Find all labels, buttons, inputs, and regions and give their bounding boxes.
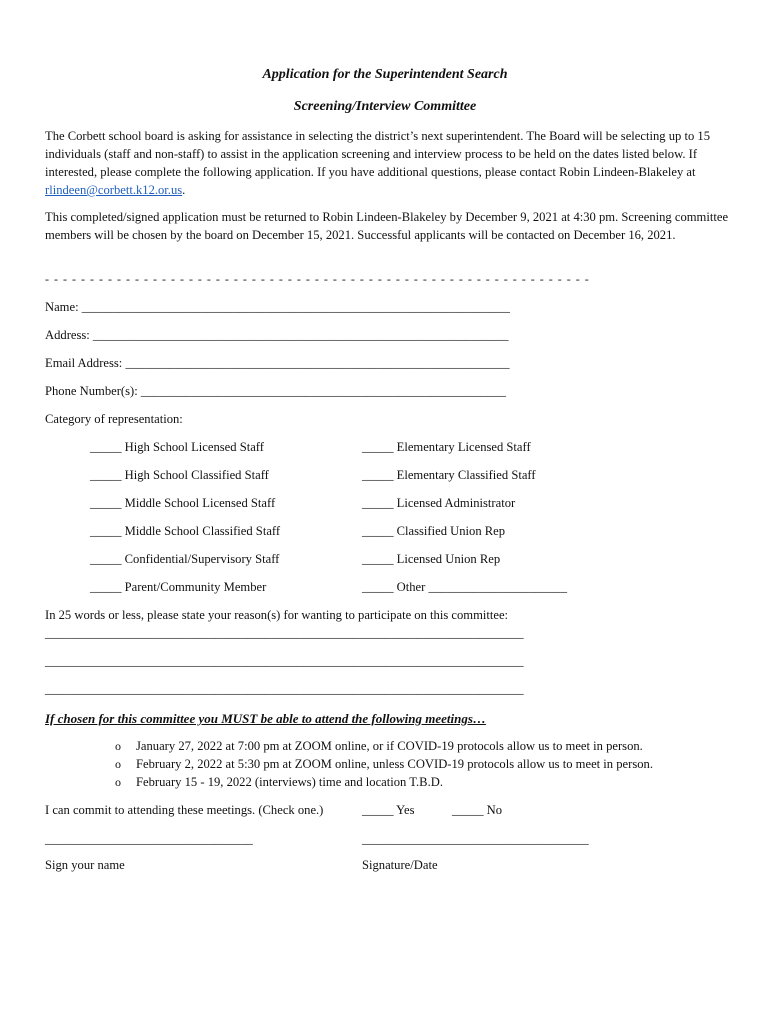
signature-line[interactable]: _________________________________ — [45, 832, 253, 846]
contact-email-link[interactable]: rlindeen@corbett.k12.or.us — [45, 183, 183, 197]
category-option-right[interactable]: _____ Licensed Union Rep — [362, 552, 501, 566]
bullet-icon: o — [115, 757, 121, 771]
reason-line[interactable]: ____________________________________________________________________________ — [45, 654, 524, 668]
category-option-right[interactable]: _____ Elementary Classified Staff — [362, 468, 536, 482]
category-option-left[interactable]: _____ High School Classified Staff — [90, 468, 269, 482]
intro-end: . — [182, 183, 186, 197]
phone-field[interactable]: Phone Number(s): __________________________________________________________ — [45, 384, 507, 398]
bullet-icon: o — [115, 739, 121, 753]
bullet-icon: o — [115, 775, 121, 789]
document-title: Application for the Superintendent Search — [262, 67, 508, 82]
email-field[interactable]: Email Address: _____________________________________________________________ — [45, 356, 510, 370]
meeting-item: February 2, 2022 at 5:30 pm at ZOOM online, unless COVID-19 protocols allow us to meet in person. — [136, 757, 653, 771]
intro-paragraph — [45, 127, 735, 199]
separator-line: - - - - - - - - - - - - - - - - - - - - - - - - - - - - - - - - - - - - - - - - - - - - - - - - - - - - - - - - - - - - - — [45, 272, 590, 286]
category-option-left[interactable]: _____ Confidential/Supervisory Staff — [90, 552, 280, 566]
category-label: Category of representation: — [45, 412, 183, 426]
meeting-item: January 27, 2022 at 7:00 pm at ZOOM online, or if COVID-19 protocols allow us to meet in person. — [136, 739, 643, 753]
meetings-heading: If chosen for this committee you MUST be able to attend the following meetings… — [45, 711, 486, 726]
address-field[interactable]: Address: __________________________________________________________________ — [45, 328, 509, 342]
document-subtitle: Screening/Interview Committee — [293, 99, 477, 114]
reason-line[interactable]: ____________________________________________________________________________ — [45, 626, 524, 640]
category-option-right[interactable]: _____ Other ______________________ — [362, 580, 567, 594]
category-option-left[interactable]: _____ Middle School Licensed Staff — [90, 496, 276, 510]
deadline-paragraph: This completed/signed application must be returned to Robin Lindeen-Blakeley by December 9, 2021 at 4:30 pm. Screening committee members will be chosen by the board on December 15, 2021. Successful applicants will be contacted on December 16, 2021. — [45, 210, 729, 242]
reason-prompt: In 25 words or less, please state your reason(s) for wanting to participate on this committee: — [45, 608, 509, 622]
reason-line[interactable]: ____________________________________________________________________________ — [45, 682, 524, 696]
signature-date-line[interactable]: ____________________________________ — [362, 832, 589, 846]
signature-date-label: Signature/Date — [362, 858, 438, 872]
category-option-left[interactable]: _____ High School Licensed Staff — [90, 440, 264, 454]
category-option-left[interactable]: _____ Middle School Classified Staff — [90, 524, 281, 538]
category-option-right[interactable]: _____ Classified Union Rep — [362, 524, 506, 538]
category-option-right[interactable]: _____ Elementary Licensed Staff — [362, 440, 531, 454]
meeting-item: February 15 - 19, 2022 (interviews) time and location T.B.D. — [136, 775, 443, 789]
commit-prompt: I can commit to attending these meetings. (Check one.) — [45, 803, 324, 817]
commit-yes-option[interactable]: _____ Yes — [362, 803, 415, 817]
intro-text: The Corbett school board is asking for assistance in selecting the district’s next superintendent. The Board will be selecting up to 15 individuals (staff and non-staff) to assist in the application screening and interview process to be held on the dates listed below. If interested, please complete the following application. If you have additional questions, please contact Robin Lindeen-Blakeley at — [45, 129, 710, 179]
sign-name-label: Sign your name — [45, 858, 125, 872]
name-field[interactable]: Name: ____________________________________________________________________ — [45, 300, 510, 314]
category-option-right[interactable]: _____ Licensed Administrator — [362, 496, 516, 510]
commit-no-option[interactable]: _____ No — [452, 803, 503, 817]
category-option-left[interactable]: _____ Parent/Community Member — [90, 580, 267, 594]
